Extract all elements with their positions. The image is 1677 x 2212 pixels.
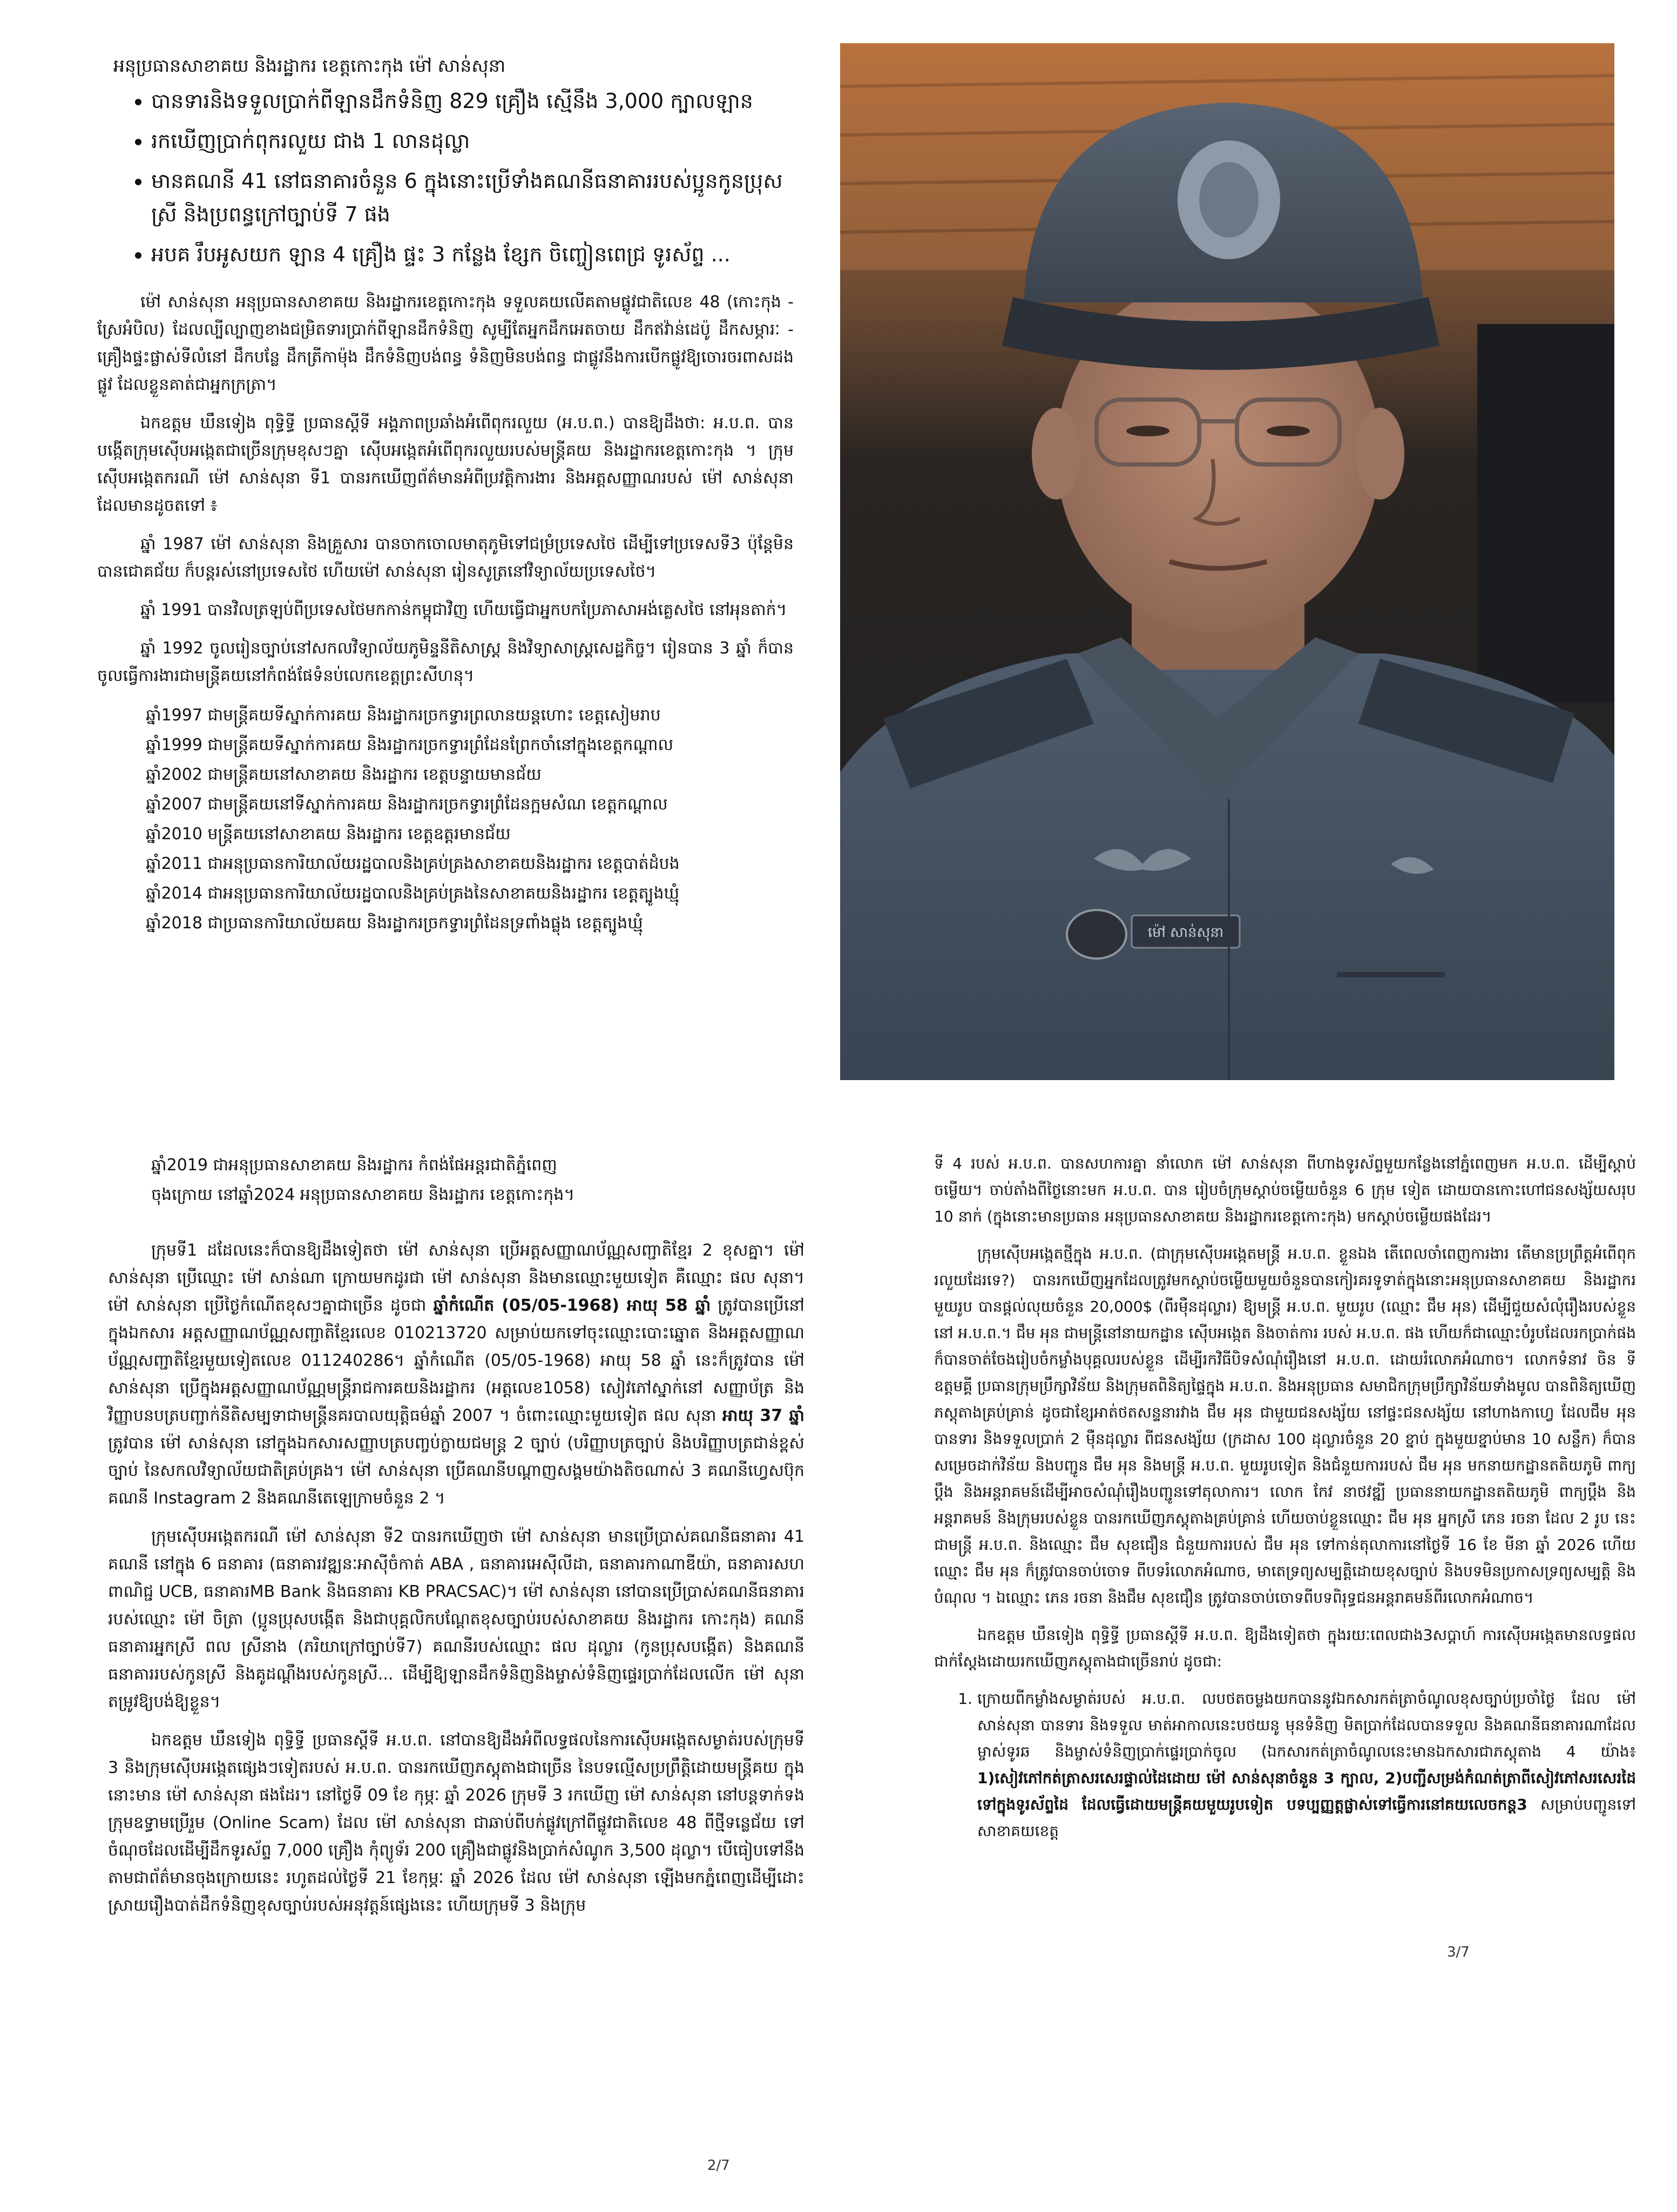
career-line: ឆ្នាំ2018 ជាប្រធានការិយាល័យគយ និងរដ្ឋាករច្រកទ្វារព្រំដែនទ្រពាំងផ្លុង ខេត្តត្បូងឃ្មុំ [146,914,643,933]
career-line: ឆ្នាំ2010 មន្ត្រីគយនៅសាខាគយ និងរដ្ឋាករ ខេត្តឧត្ដរមានជ័យ [146,825,511,844]
bold-text: អាយុ 37 ឆ្នាំ [722,1406,804,1425]
portrait-photo [840,43,1614,1080]
text-run: ត្រូវបាន ម៉ៅ សាន់សុនា នៅក្នុងឯកសារសញ្ញាបត្របញ្ចប់ក្លាយជមន្ត្រ 2 ច្បាប់ (បរិញ្ញាបត្រច្បាប់ និងបរិញ្ញាបត្រជាន់ខ្ពស់ច្បាប់ នៃសកលវិទ្យាល័យជាតិគ្រប់គ្រង។ ម៉ៅ សាន់សុនា ប្រើគណនីបណ្ដាញសង្គមយ៉ាងតិចណាស់ 3 គណនីហ្វេសប៊ុក គណនី Instagram 2 និងគណនីតេឡេក្រាមចំនួន 2 ។ [108,1434,804,1508]
paragraph: ម៉ៅ សាន់សុនា អនុប្រធានសាខាគយ និងរដ្ឋាករខេត្តកោះកុង ទទួលគយលើគតាមផ្លូវជាតិលេខ 48 (កោះកុង - ស្រែអំបិល) ដែលល្បីល្បាញខាងជម្រិតទារប្រាក់ពីឡានដឹកទំនិញ សូម្បីតែអ្នកដឹកអេតចាយ ដឹកឥវ៉ាន់ដេប៉ូ ដឹកសម្ភារៈ - គ្រឿងផ្ទះផ្លាស់ទីលំនៅ ដឹកបន្លែ ដឹកត្រីកាម៉ុង ដឹកទំនិញបង់ពន្ធ ទំនិញមិនបង់ពន្ធ ជាផ្លូវនឹងការបើកផ្លូវឱ្យចោរចរពាសដងផ្លូវ ដែលខ្លួនគាត់ជាអ្នកក្រត្រា។ [97,293,794,394]
text-run: ក្រោយពីកម្លាំងសម្ងាត់របស់ អ.ប.ព. លបថតចម្លងយកបាននូវឯកសារកត់ត្រាចំណូលខុសច្បាប់ប្រចាំថ្ងៃ ដែល ម៉ៅ សាន់សុនា បានទារ និងទទួល មាត់អាកាលនេះបថយនូ មុនទំនិញ មិតប្រាក់ដែលបានទទួល និងគណនីធនាគារណាដែលម្ចាស់ទូរឆ និងម្ចាស់ទំនិញប្រាក់ផ្ទេរប្រាក់ចូល (ឯកសារកត់ត្រាចំណូលនេះមានឯកសារជាភស្តុតាង 4 យ៉ាង៖ [977,1690,1636,1761]
text-run: ត្រូវបានប្រើនៅក្នុងឯកសារ អត្តសញ្ញាណប័ណ្ណសញ្ជាតិខ្មែរលេខ 010213720 សម្រាប់យកទៅចុះឈ្មោះបោះឆ្នោត និងអត្តសញ្ញាណប័ណ្ណសញ្ជាតិខ្មែរមួយទៀតលេខ 011240286។ ឆ្នាំកំណើត (05/05-1968) អាយុ 58 ឆ្នាំ នេះក៏ត្រូវបាន ម៉ៅ សាន់សុនា ប្រើក្នុងអត្តសញ្ញាណប័ណ្ណមន្ត្រីរាជការគយនិងរដ្ឋាករ (អត្តលេខ1058) សៀវភៅស្នាក់នៅ សញ្ញាប័ត្រ និងវិញ្ញាបនបត្របញ្ជាក់នីតិសម្បទាជាមន្ត្រីនគរបាលយុត្តិធម៌ឆ្នាំ 2007 ។ ចំពោះឈ្មោះមួយទៀត ផល សុនា [108,1296,804,1425]
career-line: ឆ្នាំ2019 ជាអនុប្រធានសាខាគយ និងរដ្ឋាករ កំពង់ផែអន្តរជាតិភ្នំពេញ [151,1156,557,1175]
career-line: ឆ្នាំ1997 ជាមន្ត្រីគយទីស្នាក់ការគយ និងរដ្ឋាករច្រកទ្វារព្រលានយន្តហោះ ខេត្តសៀមរាប [146,706,661,725]
name-tag-text: ម៉ៅ សាន់សុនា [1147,925,1224,941]
career-line: ឆ្នាំ2002 ជាមន្ត្រីគយនៅសាខាគយ និងរដ្ឋាករ ខេត្តបន្ទាយមានជ័យ [146,765,542,784]
paragraph: ក្រុមស៊ើបអង្កេតករណី ម៉ៅ សាន់សុនា ទី2 បានរកឃើញថា ម៉ៅ សាន់សុនា មានប្រើប្រាស់គណនីធនាគារ 41 គណនី នៅក្នុង 6 ធនាគារ (ធនាគារវឌ្ឍនៈអាស៊ីចំកាត់ ABA , ធនាគារអេស៊ីលីដា, ធនាគារកាណាឌីយ៉ា, ធនាគារសហពាណិជ្ជ UCB, ធនាគារMB Bank និងធនាគារ KB PRACSAC)។ ម៉ៅ សាន់សុនា នៅបានប្រើប្រាស់គណនីធនាគាររបស់ឈ្មោះ ម៉ៅ ចិត្រា (ប្អូនប្រុសបង្កើត និងជាបុគ្គលិកបណ្ដែតខុសច្បាប់របស់សាខាគយ និងរដ្ឋាករ កោះកុង) គណនីធនាគារអ្នកស្រី ពល ស្រីនាង (ភរិយាក្រៅច្បាប់ទី7) គណនីរបស់ឈ្មោះ ផល ដុល្លារ (កូនប្រុសបង្កើត) និងគណនីធនាគាររបស់កូនស្រី និងគូដណ្ដឹងរបស់កូនស្រី... ដើម្បីឱ្យឡានដឹកទំនិញនិងម្ចាស់ទំនិញផ្ទេរប្រាក់ដែលលើក ម៉ៅ សុនា តម្រូវឱ្យបង់ឱ្យខ្លួន។ [108,1527,804,1711]
paragraph: ឯកឧត្តម ឃឹនទៀង ពុទ្ធិទ្ធី ប្រធានស្ដីទី អ.ប.ព. ឱ្យដឹងទៀតថា ក្នុងរយៈពេលជាង3សប្ដាហ៍ ការស៊ើបអង្កេតមានលទ្ធផលជាក់ស្ដែងដោយរកឃើញភស្តុតាងជាច្រើនរាប់ ដូចជា: [934,1626,1636,1670]
bold-text: 1)សៀវភៅកត់ត្រាសរសេរផ្ទាល់ដៃដោយ ម៉ៅ សាន់សុនាចំនួន 3 ក្បាល, 2)បញ្ជីសម្រង់កំណត់ត្រាពីសៀវភៅសរសេរដៃទៅក្នុងទូរស័ព្ទដៃ ដែលធ្វើដោយមន្ត្រីគយមួយរូបទៀត បទប្បញ្ញត្តផ្លាស់ទៅធ្វើការនៅគយលេចកន្ត3 [977,1769,1636,1813]
document-page-3 [934,1150,1636,2133]
page-number: 2/7 [707,2157,730,2174]
portrait-illustration [840,43,1614,1080]
page-number: 3/7 [1447,1944,1470,1960]
career-line: ឆ្នាំ2014 ជាអនុប្រធានការិយាល័យរដ្ឋបាលនិងគ្រប់គ្រងនៃសាខាគយនិងរដ្ឋាករ ខេត្តត្បូងឃ្មុំ [146,884,680,903]
bullet-item: • បានទារនិងទទួលប្រាក់ពីឡានដឹកទំនិញ 829 គ្រឿង ស្មើនឹង 3,000 ក្បាលឡាន [151,84,794,118]
bullet-item: • មានគណនី 41 នៅធនាគារចំនួន 6 ក្នុងនោះប្រើទាំងគណនីធនាគាររបស់ប្អូនកូនប្រុសស្រី និងប្រពន្ធក្រៅច្បាប់ទី 7 ផង [151,164,794,231]
paragraph: ឆ្នាំ 1992 ចូលរៀនច្បាប់នៅសកលវិទ្យាល័យភូមិន្ទនីតិសាស្ត្រ និងវិទ្យាសាស្ត្រសេដ្ឋកិច្ច។ រៀនបាន 3 ឆ្នាំ ក៏បានចូលធ្វើការងារជាមន្ត្រីគយនៅកំពង់ផែទំនប់លេកខេត្តព្រះសីហនុ។ [97,639,794,685]
career-line: ឆ្នាំ2011 ជាអនុប្រធានការិយាល័យរដ្ឋបាលនិងគ្រប់គ្រងសាខាគយនិងរដ្ឋាករ ខេត្តបាត់ដំបង [146,854,680,873]
document-page-top [97,54,794,1069]
list-item [977,1685,1636,1844]
document-page-2 [108,1150,804,2193]
page-heading: អនុប្រធានសាខាគយ និងរដ្ឋាករ ខេត្តកោះកុង ម៉ៅ សាន់សុនា [113,55,506,76]
paragraph: ឆ្នាំ 1991 បានវិលត្រឡប់ពីប្រទេសថៃមកកាន់កម្ពុជាវិញ ហើយធ្វើជាអ្នកបកប្រែភាសាអង់គ្លេសថៃ នៅអុនតាក់។ [140,601,787,619]
paragraph: ទី 4 របស់ អ.ប.ព. បានសហការគ្នា នាំលោក ម៉ៅ សាន់សុនា ពីហាងទូរស័ព្ទមួយកន្លែងនៅភ្នំពេញមក អ.ប.ព. ដើម្បីស្ដាប់ចម្លើយ។ ចាប់តាំងពីថ្ងៃនោះមក អ.ប.ព. បាន រៀបចំក្រុមស្ដាប់ចម្លើយចំនួន 6 ក្រុម ទៀត ដោយបានកោះហៅជនសង្ស័យសរុប 10 នាក់ (ក្នុងនោះមានប្រធាន អនុប្រធានសាខាគយ និងរដ្ឋាករខេត្តកោះកុង) មកស្ដាប់ចម្លើយផងដែរ។ [934,1155,1636,1225]
bullet-item: • រកឃើញប្រាក់ពុករលួយ ជាង 1 លានដុល្លា [151,124,794,158]
career-line: ឆ្នាំ2007 ជាមន្ត្រីគយនៅទីស្នាក់ការគយ និងរដ្ឋាករច្រកទ្វារព្រំដែនក្អមសំណ ខេត្តកណ្ដាល [146,795,668,814]
career-list [151,1150,804,1210]
bold-text: ឆ្នាំកំណើត (05/05-1968) អាយុ 58 ឆ្នាំ [433,1296,711,1315]
text-run: សម្រាប់បញ្ជូនទៅសាខាគយខេត្ត [977,1796,1637,1840]
text-run: ក្រុមទី1 ដដែលនេះក៏បានឱ្យដឹងទៀតថា ម៉ៅ សាន់សុនា ប្រើអត្តសញ្ញាណប័ណ្ណសញ្ជាតិខ្មែរ 2 ខុសគ្នា។ ម៉ៅ សាន់សុនា ប្រើឈ្មោះ ម៉ៅ សាន់ណា ក្រោយមកដូរជា ម៉ៅ សាន់សុនា និងមានឈ្មោះមួយទៀត គឺឈ្មោះ ផល សុនា។ ម៉ៅ សាន់សុនា ប្រើថ្ងៃកំណើតខុសៗគ្នាជាច្រើន ដូចជា [108,1241,804,1315]
career-line: ចុងក្រោយ នៅឆ្នាំ2024 អនុប្រធានសាខាគយ និងរដ្ឋាករ ខេត្តកោះកុង។ [151,1185,575,1204]
paragraph: ឯកឧត្តម ឃឹនទៀង ពុទ្ធិទ្ធី ប្រធានស្ដីទី អ.ប.ព. នៅបានឱ្យដឹងអំពីលទ្ធផលនៃការស៊ើបអង្កេតសម្ងាត់របស់ក្រុមទី 3 និងក្រុមស៊ើបអង្កេតផ្សេងៗទៀតរបស់ អ.ប.ព. បានរកឃើញភស្តុតាងជាច្រើន នៃបទល្មើសប្រព្រឹត្តិដោយមន្ត្រីគយ ក្នុងនោះមាន ម៉ៅ សាន់សុនា ផងដែរ។ នៅថ្ងៃទី 09 ខែ កុម្ភៈ ឆ្នាំ 2026 ក្រុមទី 3 រកឃើញ ម៉ៅ សាន់សុនា នៅបន្តទាក់ទងក្រុមឧទ្ធាមប្រើរួម (Online Scam) ដែល ម៉ៅ សាន់សុនា ជាឆាប់ពីបក់ផ្លូវក្រៅពីផ្លូវជាតិលេខ 48 ពីថ្មីទន្លេជ័យ ទៅចំណុចដែលដើម្បីដឹកទូរស័ព្ទ 7,000 គ្រឿង កុំព្យូទ័រ 200 គ្រឿងជាផ្លូវនិងប្រាក់សំណូក 3,500 ដុល្លា។ បើធៀបទៅនឹងតាមជាព័ត៌មានចុងក្រោយនេះ រហូតដល់ថ្ងៃទី 21 ខែកុម្ភៈ ឆ្នាំ 2026 ដែល ម៉ៅ សាន់សុនា ឡើងមកភ្នំពេញដើម្បីដោះស្រាយរឿងបាត់ដឹកទំនិញខុសច្បាប់របស់អនុវត្តន៍ផ្សេងនេះ ហើយក្រុមទី 3 និងក្រុម [108,1731,804,1915]
evidence-list [956,1685,1636,1844]
career-line: ឆ្នាំ1999 ជាមន្ត្រីគយទីស្នាក់ការគយ និងរដ្ឋាករច្រកទ្វារព្រំដែនព្រែកចាំនៅក្នុងខេត្តកណ្ដាល [146,736,674,754]
summary-bullets [130,84,794,271]
paragraph: ក្រុមស៊ើបអង្កេតថ្មីក្នុង អ.ប.ព. (ជាក្រុមស៊ើបអង្កេតមន្ត្រី អ.ប.ព. ខ្លួនឯង តើពេលចាំពេញការងារ តើមានប្រព្រឹត្តអំពើពុករលួយដែរទេ?) បានរកឃើញអ្នកដែលត្រូវមកស្ដាប់ចម្លើយមួយចំនួនបានកៀរគរទូទាត់ក្នុងនោះអនុប្រធានសាខាគយ និងរដ្ឋាករ មួយរូប បានផ្តល់លុយចំនួន 20,000$ (ពីរម៉ឺនដុល្លារ) ឱ្យមន្ត្រី អ.ប.ព. មួយរូប (ឈ្មោះ ជឹម អុន) ដើម្បីជួយសំលុំរឿងរបស់ខ្លួននៅ អ.ប.ព.។ ជឹម អុន ជាមន្ត្រីនៅនាយកដ្ឋាន ស៊ើបអង្កេត និងចាត់ការ របស់ អ.ប.ព. ផង ហើយក៏ជាឈ្មោះបំរូបដែលរកប្រាក់ផង ក៏បានចាត់ចែងរៀបចំកម្លាំងបុគ្គលរបស់ខ្លួន ដើម្បីរកវិធីបិទសំណុំរឿងនៅ អ.ប.ព. ដោយរំលោភអំណាច។ លោកទំនាវ ចិន ទីឧត្តមគ្គី ប្រធានក្រុមប្រឹក្សាវិន័យ និងក្រុមតពិនិត្យផ្ទៃក្នុង អ.ប.ព. និងអនុប្រធាន សមាជិកក្រុមប្រឹក្សាវិន័យទាំងមូល បានពិនិត្យឃើញភស្តុតាងគ្រប់គ្រាន់ ដូចជាខ្សែអាត់ថតសន្ទនារវាង ជឹម អុន ជាមួយជនសង្ស័យ នៅផ្ទះជនសង្ស័យ នៅហាងកាហ្វេ ដែលជឹម អុនបានទារ និងទទួលប្រាក់ 2 ម៉ឺនដុល្លារ ពីជនសង្ស័យ (ក្រដាស 100 ដុល្លារចំនួន 20 ខ្នាប់ ក្នុងមួយខ្នាប់មាន 10 សន្លឹក) ក៏បានសម្រេចដាក់វិន័យ និងបញ្ជូន ជឹម អុន និងមន្ត្រី អ.ប.ព. មួយរូបទៀត និងជំនួយការរបស់ ជឹម អុន មកនាយកដ្ឋានតតិយភូមិ ពាក្យប្ដឹង និងអន្តរាគមន៍ដើម្បីអាចសំណុំរឿងបញ្ជូនទៅតុលាការ។ លោក កែវ នាថវឌ្ឍី ប្រធាននាយកដ្ឋានតតិយភូមិ ពាក្យប្ដឹង និងអន្តរាគមន៍ និងក្រុមរបស់ខ្លួន បានរកឃើញភស្តុតាងគ្រប់គ្រាន់ ហើយចាប់ខ្លួនឈ្មោះ ជឹម អុន អ្នកស្រី ភេន រចនា ដែល 2 រូប នេះជាមន្ត្រី អ.ប.ព. និងឈ្មោះ ជឹម សុខជឿន ជំនួយការរបស់ ជឹម អុន ទៅកាន់តុលាការនៅថ្ងៃទី 16 ខែ មីនា ឆ្នាំ 2026 ហើយ ឈ្មោះ ជឹម អុន ក៏ត្រូវបានចាប់ចោទ ពីបទរំលោភអំណាច, មាតេទ្រព្យសម្បត្តិដោយខុសច្បាប់ និងបទមិនប្រកាសទ្រព្យសម្បត្តិ និងបំណុល ។ ឯឈ្មោះ ភេន រចនា និងជឹម សុខជឿន ត្រូវបានចាប់ចោទពីបទពិរុទ្ធជនអន្តរាគមន៍ពីរលោកអំណាច។ [934,1245,1636,1607]
paragraph: ឯកឧត្តម ឃឹនទៀង ពុទ្ធិទ្ធី ប្រធានស្ដីទី អង្គភាពប្រឆាំងអំពើពុករលួយ (អ.ប.ព.) បានឱ្យដឹងថា: អ.ប.ព. បានបង្កើតក្រុមស៊ើបអង្កេតជាច្រើនក្រុមខុសៗគ្នា ស៊ើបអង្កេតអំពើពុករលួយរបស់មន្ត្រីគយ និងរដ្ឋាករខេត្តកោះកុង ។ ក្រុមស៊ើបអង្កេតករណី ម៉ៅ សាន់សុនា ទី1 បានរកឃើញព័ត៌មានអំពីប្រវត្តិការងារ និងអត្តសញ្ញាណរបស់ ម៉ៅ សាន់សុនា ដែលមានដូចតទៅ ៖ [97,414,794,515]
paragraph [108,1237,804,1512]
bullet-item: • អបគ រឹបអូសយក ឡាន 4 គ្រឿង ផ្ទះ 3 កន្លែង ខ្សែក ចិញ្ចៀនពេជ្រ ទូរស័ព្ទ ... [151,238,794,271]
paragraph: ឆ្នាំ 1987 ម៉ៅ សាន់សុនា និងគ្រួសារ បានចាកចោលមាតុភូមិទៅជម្រំប្រទេសថៃ ដើម្បីទៅប្រទេសទី3 ប៉ុន្តែមិនបានជោគជ័យ ក៏បន្តរស់នៅប្រទេសថៃ ហើយម៉ៅ សាន់សុនា រៀនសូត្រនៅវិទ្យាល័យប្រទេសថៃ។ [97,535,794,581]
career-list [146,700,794,938]
